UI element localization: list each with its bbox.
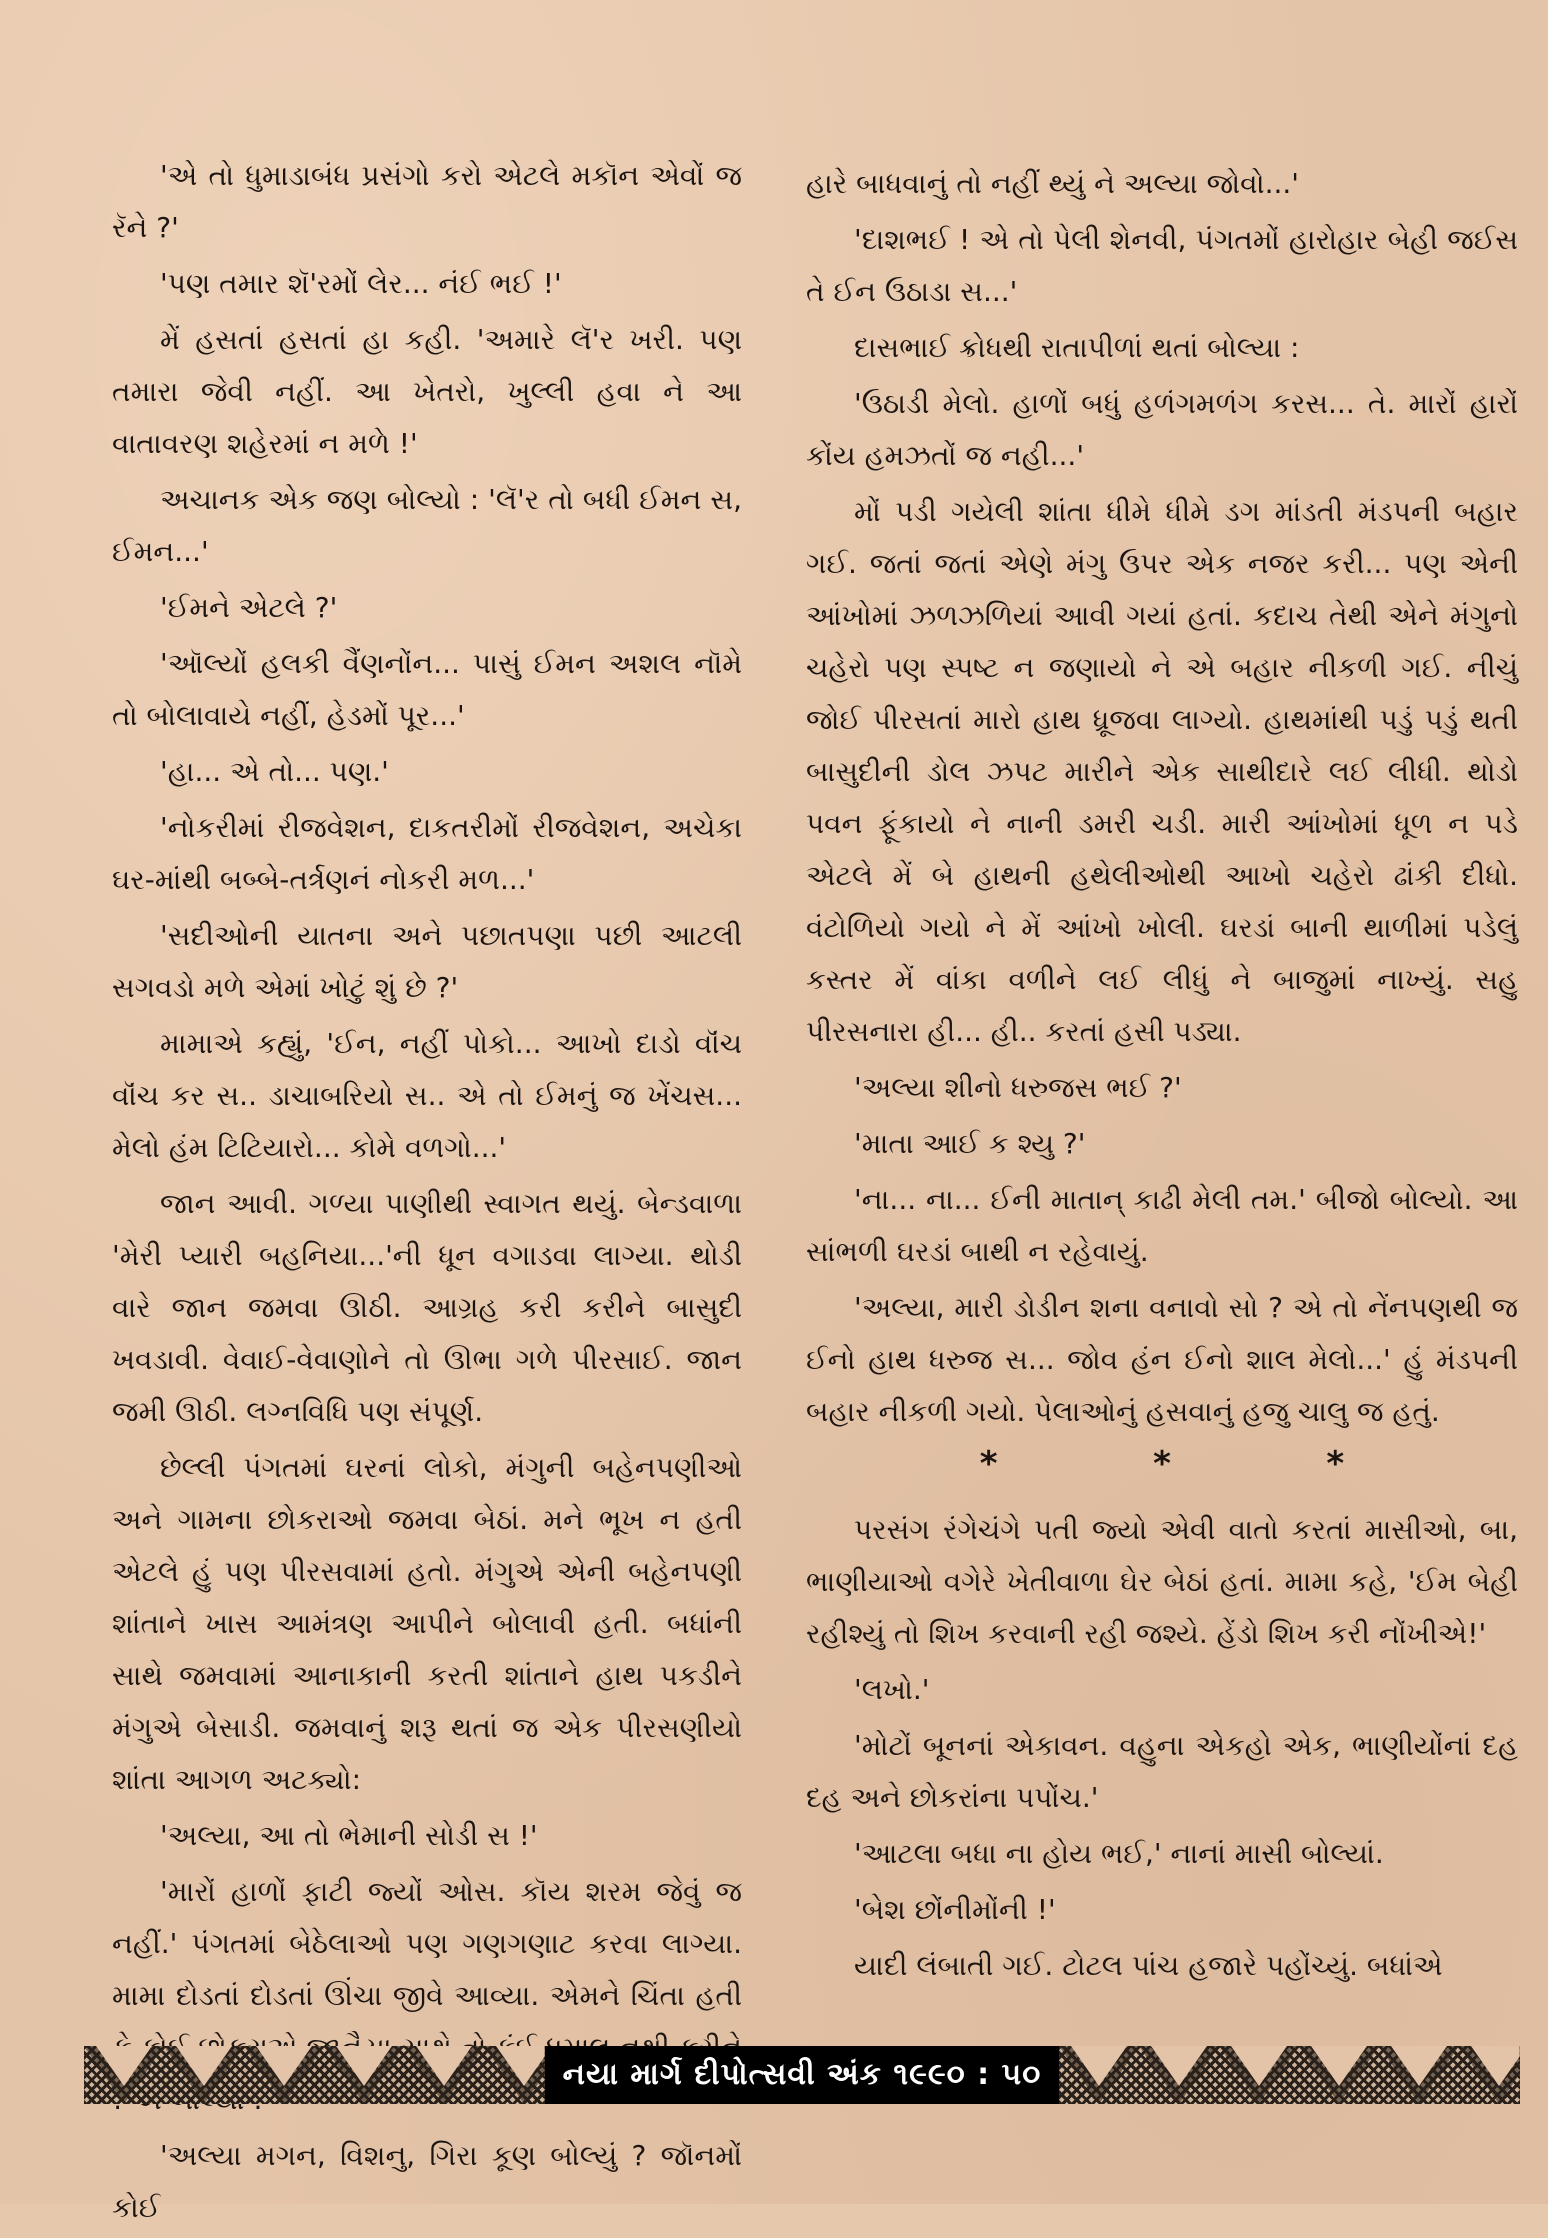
paragraph: 'દાશભઈ ! એ તો પેલી શેનવી, પંગતમોં હારોહાર બેહી જઈસ તે ઈન ઉઠાડા સ...' [806,223,1518,308]
separator-star: * [979,1444,998,1484]
paragraph: 'પણ તમાર શૅ'રમોં લેર... નંઈ ભઈ !' [160,267,562,300]
footer-pattern-left [84,2046,545,2104]
paragraph: 'આટલા બધા ના હોય ભઈ,' નાનાં માસી બોલ્યાં. [854,1837,1384,1870]
paragraph: 'અલ્યા, મારી ડોડીન શના વનાવો સો ? એ તો નેંનપણથી જ ઈનો હાથ ધરુજ સ... જોવ હંન ઈનો શાલ મેલો...' હું મંડપની બહાર નીકળી ગયો. પેલાઓનું હસવાનું હજુ ચાલુ જ હતું. [806,1291,1518,1428]
paragraph: 'મોટોં બૂનનાં એકાવન. વહુના એકહો એક, ભાણીયોંનાં દહ દહ અને છોકરાંના પપોંચ.' [806,1729,1518,1814]
paragraph: મેં હસતાં હસતાં હા કહી. 'અમારે લૅ'ર ખરી. પણ તમારા જેવી નહીં. આ ખેતરો, ખુલ્લી હવા ને આ વાતાવરણ શહેરમાં ન મળે !' [112,323,742,460]
paragraph: 'હા... એ તો... પણ.' [160,755,389,788]
paragraph: 'અલ્યા, આ તો ભેમાની સોડી સ !' [160,1819,538,1852]
footer-pattern-right [1059,2046,1520,2104]
paragraph: 'ઉઠાડી મેલો. હાળોં બધું હળંગમળંગ કરસ... તે. મારોં હારોં કોંય હમઝતોં જ નહી...' [806,387,1518,472]
paragraph: 'ઑલ્યોં હલકી વૈંણનોંન... પાસું ઈમન અશલ નૉમે તો બોલાવાયે નહીં, હેડમોં પૂર...' [112,647,742,732]
paragraph: 'સદીઓની યાતના અને પછાતપણા પછી આટલી સગવડો મળે એમાં ખોટું શું છે ?' [112,919,742,1004]
paragraph: 'અલ્યા શીનો ધરુજસ ભઈ ?' [854,1071,1182,1104]
paragraph: મામાએ કહ્યું, 'ઈન, નહીં પોકો... આખો દાડો વૉંચ વૉંચ કર સ.. ડાચાબરિયો સ.. એ તો ઈમનું જ ખેંચસ... મેલો હંમ ટિટિયારો... કોમે વળગો...' [112,1027,742,1164]
paragraph: મોં પડી ગયેલી શાંતા ધીમે ધીમે ડગ માંડતી મંડપની બહાર ગઈ. જતાં જતાં એણે મંગુ ઉપર એક નજર કરી... પણ એની આંખોમાં ઝળઝળિયાં આવી ગયાં હતાં. કદાચ તેથી એને મંગુનો ચહેરો પણ સ્પષ્ટ ન જણાયો ને એ બહાર નીકળી ગઈ. નીચું જોઈ પીરસતાં મારો હાથ ધ્રૂજવા લાગ્યો. હાથમાંથી પડું પડું થતી બાસુદીની ડોલ ઝપટ મારીને એક સાથીદારે લઈ લીધી. થોડો પવન ફૂંકાયો ને નાની ડમરી ચડી. મારી આંખોમાં ધૂળ ન પડે એટલે મેં બે હાથની હથેલીઓથી આખો ચહેરો ઢાંકી દીધો. વંટોળિયો ગયો ને મેં આંખો ખોલી. ઘરડાં બાની થાળીમાં પડેલું કસ્તર મેં વાંકા વળીને લઈ લીધું ને બાજુમાં નાખ્યું. સહુ પીરસનારા હી... હી.. કરતાં હસી પડ્યા. [806,495,1518,1048]
triangle-pattern-icon [84,2046,545,2104]
paragraph: 'માતા આઈ ક શ્યુ ?' [854,1127,1086,1160]
paragraph: હારે બાધવાનું તો નહીં થ્યું ને અલ્યા જોવો...' [806,167,1299,200]
right-column [806,158,1518,1996]
paragraph: યાદી લંબાતી ગઈ. ટોટલ પાંચ હજારે પહોંચ્યું. બધાંએ [854,1949,1443,1982]
paragraph: પરસંગ રંગેચંગે પતી જ્યો એવી વાતો કરતાં માસીઓ, બા, ભાણીયાઓ વગેરે ખેતીવાળા ઘેર બેઠાં હતાં. મામા કહે, 'ઈમ બેહી રહીશ્યું તો શિખ કરવાની રહી જશ્યે. હેંડો શિખ કરી નોંખીએ!' [806,1513,1518,1650]
footer-issue-label: નયા માર્ગ દીપોત્સવી અંક ૧૯૯૦ : ૫૦ [545,2046,1060,2104]
paragraph: દાસભાઈ ક્રોધથી રાતાપીળાં થતાં બોલ્યા : [854,331,1300,364]
section-separator [902,1444,1422,1484]
separator-star: * [1153,1444,1171,1484]
left-column [112,150,742,2238]
paragraph: 'એ તો ધુમાડાબંધ પ્રસંગો કરો એટલે મકૉન એવોં જ રૅને ?' [112,159,742,244]
paragraph: અચાનક એક જણ બોલ્યો : 'લૅ'ર તો બધી ઈમન સ, ઈમન...' [112,483,742,568]
separator-star: * [1326,1444,1345,1484]
paragraph: 'અલ્યા મગન, વિશનુ, ગિરા કૂણ બોલ્યું ? જૉનમોં કોઈ [112,2139,742,2224]
paragraph: 'ઈમને એટલે ?' [160,591,338,624]
paragraph: જાન આવી. ગળ્યા પાણીથી સ્વાગત થયું. બેન્ડવાળા 'મેરી પ્યારી બહનિયા...'ની ધૂન વગાડવા લાગ્યા. થોડી વારે જાન જમવા ઊઠી. આગ્રહ કરી કરીને બાસુદી ખવડાવી. વેવાઈ-વેવાણોને તો ઊભા ગળે પીરસાઈ. જાન જમી ઊઠી. લગ્નવિધિ પણ સંપૂર્ણ. [112,1187,742,1428]
paragraph: છેલ્લી પંગતમાં ઘરનાં લોકો, મંગુની બહેનપણીઓ અને ગામના છોકરાઓ જમવા બેઠાં. મને ભૂખ ન હતી એટલે હું પણ પીરસવામાં હતો. મંગુએ એની બહેનપણી શાંતાને ખાસ આમંત્રણ આપીને બોલાવી હતી. બધાંની સાથે જમવામાં આનાકાની કરતી શાંતાને હાથ પકડીને મંગુએ બેસાડી. જમવાનું શરૂ થતાં જ એક પીરસણીયો શાંતા આગળ અટક્યો: [112,1451,742,1796]
paragraph: 'બેશ છોંનીમોંની !' [854,1893,1056,1926]
page-footer [84,2046,1520,2104]
paragraph: 'નોકરીમાં રીજવેશન, દાકતરીમોં રીજવેશન, અચેકા ઘર-માંથી બબ્બે-તર્ત્રણનં નોકરી મળ...' [112,811,742,896]
paragraph: 'મારોં હાળોં ફાટી જ્યોં ઓસ. કૉય શરમ જેવું જ નહીં.' પંગતમાં બેઠેલાઓ પણ ગણગણાટ કરવા લાગ્યા. મામા દોડતાં દોડતાં ઊંચા જીવે આવ્યા. એમને ચિંતા હતી [112,1875,742,2012]
paragraph: 'લખો.' [854,1673,930,1706]
triangle-pattern-icon [1059,2046,1520,2104]
paragraph: 'ના... ના... ઈની માતાન્ કાઢી મેલી તમ.' બીજો બોલ્યો. આ સાંભળી ઘરડાં બાથી ન રહેવાયું. [806,1183,1518,1268]
